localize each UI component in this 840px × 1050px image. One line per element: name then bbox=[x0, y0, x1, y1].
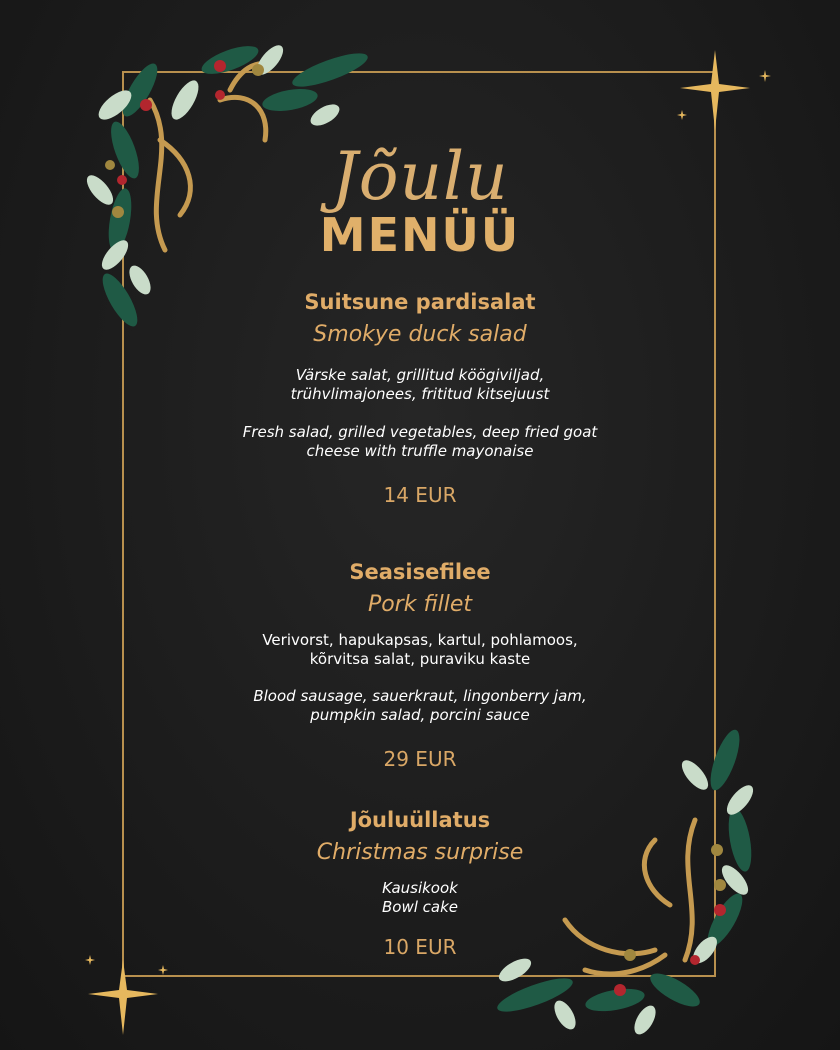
menu-item bbox=[0, 560, 840, 771]
dish-description-en: Blood sausage, sauerkraut, lingonberry jam, pumpkin salad, porcini sauce bbox=[253, 687, 587, 724]
dish-price: 14 EUR bbox=[383, 483, 457, 507]
menu-title: MENÜÜ bbox=[319, 208, 521, 262]
dish-description-et: Verivorst, hapukapsas, kartul, pohlamoos, kõrvitsa salat, puraviku kaste bbox=[262, 631, 578, 668]
dish-description: Kausikook Bowl cake bbox=[381, 879, 459, 916]
dish-description-en: Fresh salad, grilled vegetables, deep fried goat cheese with truffle mayonaise bbox=[242, 423, 598, 460]
menu-title-script: Jõulu bbox=[331, 138, 509, 215]
dish-name-en: Smokye duck salad bbox=[313, 322, 527, 347]
menu-item bbox=[0, 808, 840, 959]
menu-item bbox=[0, 290, 840, 507]
sparkle-star-icon bbox=[78, 950, 178, 1045]
dish-name-en: Christmas surprise bbox=[316, 840, 524, 865]
dish-name-en: Pork fillet bbox=[367, 592, 473, 617]
dish-name-et: Jõuluüllatus bbox=[349, 808, 491, 832]
dish-price: 10 EUR bbox=[383, 935, 457, 959]
dish-description-et: Värske salat, grillitud köögiviljad, trühvlimajonees, frititud kitsejuust bbox=[290, 366, 550, 403]
sparkle-star-icon bbox=[670, 40, 780, 140]
dish-price: 29 EUR bbox=[383, 747, 457, 771]
dish-name-et: Seasisefilee bbox=[349, 560, 491, 584]
dish-name-et: Suitsune pardisalat bbox=[304, 290, 536, 314]
